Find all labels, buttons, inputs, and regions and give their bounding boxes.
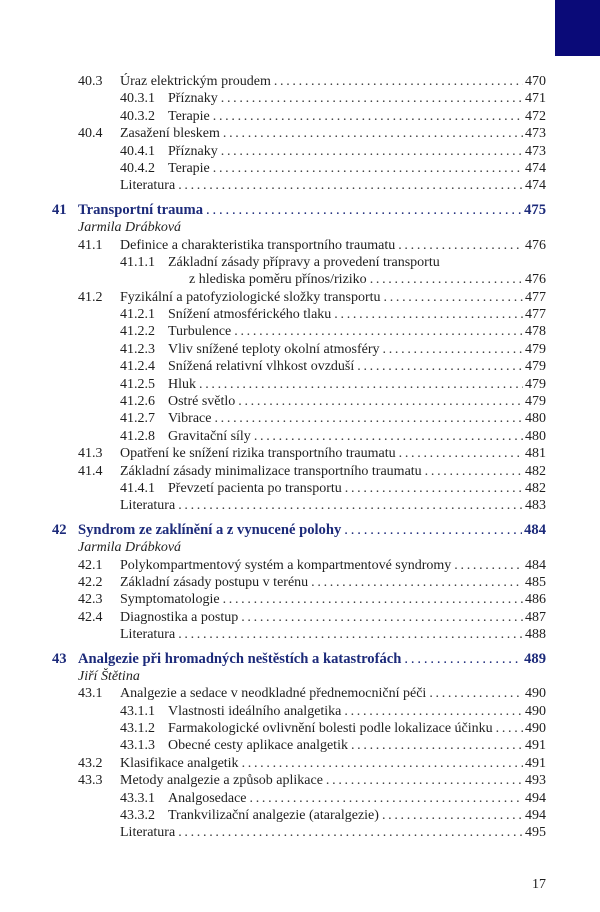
dot-leader xyxy=(344,522,522,539)
toc-entry-literature[interactable] xyxy=(0,497,600,514)
page-ref: 473 xyxy=(525,126,546,142)
page-ref: 483 xyxy=(525,498,546,514)
section-title: Trankvilizační analgezie (ataralgezie) xyxy=(168,808,379,824)
section-number: 41.4 xyxy=(78,463,103,479)
section-title: Farmakologické ovlivnění bolesti podle lokalizace účinku xyxy=(168,721,493,737)
toc-entry[interactable] xyxy=(0,289,600,306)
toc-entry[interactable] xyxy=(0,393,600,410)
page-ref: 479 xyxy=(525,341,546,357)
page-ref: 475 xyxy=(524,201,546,218)
table-of-contents xyxy=(0,73,600,842)
toc-entry[interactable] xyxy=(0,480,600,497)
dot-leader xyxy=(178,824,523,841)
section-title: Ostré světlo xyxy=(168,394,236,410)
toc-entry[interactable] xyxy=(0,790,600,807)
toc-entry[interactable] xyxy=(0,376,600,393)
dot-leader xyxy=(345,480,523,497)
toc-entry[interactable] xyxy=(0,160,600,177)
section-title: Vliv snížené teploty okolní atmosféry xyxy=(168,341,380,357)
chapter-number: 42 xyxy=(52,521,67,538)
chapter-title: Transportní trauma xyxy=(78,201,203,218)
dot-leader xyxy=(199,376,523,393)
chapter-author xyxy=(0,539,600,556)
section-title: Základní zásady přípravy a provedení transportu xyxy=(168,254,440,270)
page-ref: 479 xyxy=(525,394,546,410)
dot-leader xyxy=(398,237,523,254)
section-number: 40.4 xyxy=(78,126,103,142)
page-ref: 490 xyxy=(525,721,546,737)
toc-chapter-heading[interactable] xyxy=(0,522,600,539)
page-ref: 481 xyxy=(525,446,546,462)
toc-entry[interactable] xyxy=(0,720,600,737)
page-ref: 477 xyxy=(525,289,546,305)
section-title: Hluk xyxy=(168,376,196,392)
page-ref: 484 xyxy=(525,557,546,573)
section-number: 41.2.5 xyxy=(120,376,155,392)
toc-entry[interactable] xyxy=(0,237,600,254)
section-number: 42.4 xyxy=(78,609,103,625)
toc-entry[interactable] xyxy=(0,410,600,427)
dot-leader xyxy=(178,177,523,194)
section-number: 41.2.3 xyxy=(120,341,155,357)
toc-entry[interactable] xyxy=(0,557,600,574)
section-number: 41.2.4 xyxy=(120,359,155,375)
dot-leader xyxy=(429,685,523,702)
page-ref: 482 xyxy=(525,480,546,496)
page-ref: 472 xyxy=(525,108,546,124)
toc-entry[interactable] xyxy=(0,108,600,125)
section-number: 42.3 xyxy=(78,592,103,608)
toc-entry[interactable] xyxy=(0,445,600,462)
dot-leader xyxy=(384,289,524,306)
chapter-title: Syndrom ze zaklínění a z vynucené polohy xyxy=(78,521,342,538)
section-number: 43.2 xyxy=(78,755,103,771)
page-ref: 479 xyxy=(525,376,546,392)
page-ref: 484 xyxy=(524,521,546,538)
dot-leader xyxy=(370,271,523,288)
section-number: 43.3 xyxy=(78,773,103,789)
toc-entry[interactable] xyxy=(0,143,600,160)
toc-chapter-heading[interactable] xyxy=(0,202,600,219)
section-number: 41.2.7 xyxy=(120,411,155,427)
author-name: Jarmila Drábková xyxy=(78,540,182,556)
dot-leader xyxy=(344,703,523,720)
dot-leader xyxy=(234,323,523,340)
dot-leader xyxy=(238,393,523,410)
section-title: Fyzikální a patofyziologické složky transportu xyxy=(120,289,381,305)
page-ref: 476 xyxy=(525,272,546,288)
section-number: 43.3.1 xyxy=(120,790,155,806)
dot-leader xyxy=(178,497,523,514)
page-ref: 482 xyxy=(525,463,546,479)
toc-entry[interactable] xyxy=(0,306,600,323)
section-title: Literatura xyxy=(120,498,176,514)
toc-entry[interactable] xyxy=(0,737,600,754)
toc-entry-literature[interactable] xyxy=(0,824,600,841)
page-ref: 491 xyxy=(525,755,546,771)
page-ref: 490 xyxy=(525,686,546,702)
section-number: 42.2 xyxy=(78,574,103,590)
section-number: 40.4.1 xyxy=(120,143,155,159)
dot-leader xyxy=(178,626,523,643)
section-title: Analgosedace xyxy=(168,790,247,806)
section-title: Analgezie a sedace v neodkladné přednemocniční péči xyxy=(120,686,427,702)
section-title: Terapie xyxy=(168,160,210,176)
section-number: 42.1 xyxy=(78,557,103,573)
dot-leader xyxy=(250,790,523,807)
section-title: Literatura xyxy=(120,825,176,841)
dot-leader xyxy=(425,463,523,480)
dot-leader xyxy=(221,143,523,160)
page-ref: 485 xyxy=(525,574,546,590)
toc-entry[interactable] xyxy=(0,591,600,608)
section-title: Metody analgezie a způsob aplikace xyxy=(120,773,323,789)
section-title: Symptomatologie xyxy=(120,592,220,608)
section-title: Klasifikace analgetik xyxy=(120,755,239,771)
section-title: Opatření ke snížení rizika transportního traumatu xyxy=(120,446,396,462)
dot-leader xyxy=(274,73,523,90)
section-number: 43.1.2 xyxy=(120,721,155,737)
page-ref: 494 xyxy=(525,790,546,806)
dot-leader xyxy=(213,160,523,177)
section-title: Obecné cesty aplikace analgetik xyxy=(168,738,348,754)
section-title: Příznaky xyxy=(168,91,218,107)
section-title: Literatura xyxy=(120,627,176,643)
section-title: Polykompartmentový systém a kompartmentové syndromy xyxy=(120,557,452,573)
section-title: Snížení atmosférického tlaku xyxy=(168,307,332,323)
section-number: 41.2.8 xyxy=(120,428,155,444)
chapter-author xyxy=(0,668,600,685)
toc-entry[interactable] xyxy=(0,772,600,789)
section-title: Gravitační síly xyxy=(168,428,251,444)
page-ref: 487 xyxy=(525,609,546,625)
dot-leader xyxy=(357,358,523,375)
section-number: 40.3.1 xyxy=(120,91,155,107)
dot-leader xyxy=(351,737,523,754)
dot-leader xyxy=(206,202,522,219)
section-title-continued: z hlediska poměru přínos/riziko xyxy=(189,272,367,288)
dot-leader xyxy=(334,306,523,323)
section-number: 41.4.1 xyxy=(120,480,155,496)
dot-leader xyxy=(311,574,523,591)
dot-leader xyxy=(223,125,523,142)
section-number: 41.3 xyxy=(78,446,103,462)
section-number: 41.2.6 xyxy=(120,394,155,410)
toc-entry[interactable] xyxy=(0,703,600,720)
section-number: 41.2 xyxy=(78,289,103,305)
page-ref: 473 xyxy=(525,143,546,159)
toc-entry[interactable] xyxy=(0,341,600,358)
dot-leader xyxy=(223,591,523,608)
toc-entry[interactable] xyxy=(0,463,600,480)
dot-leader xyxy=(241,609,523,626)
dot-leader xyxy=(213,108,523,125)
toc-chapter-heading[interactable] xyxy=(0,651,600,668)
section-title: Literatura xyxy=(120,178,176,194)
section-title: Snížená relativní vlhkost ovzduší xyxy=(168,359,355,375)
section-title: Diagnostika a postup xyxy=(120,609,239,625)
page-ref: 495 xyxy=(525,825,546,841)
dot-leader xyxy=(382,807,523,824)
toc-entry[interactable] xyxy=(0,428,600,445)
page-ref: 480 xyxy=(525,428,546,444)
toc-entry[interactable] xyxy=(0,755,600,772)
toc-entry[interactable] xyxy=(0,574,600,591)
page-ref: 480 xyxy=(525,411,546,427)
dot-leader xyxy=(454,557,523,574)
toc-entry-continuation[interactable] xyxy=(0,271,600,288)
chapter-number: 41 xyxy=(52,201,67,218)
page-ref: 479 xyxy=(525,359,546,375)
dot-leader xyxy=(242,755,523,772)
section-title: Turbulence xyxy=(168,324,232,340)
toc-entry[interactable] xyxy=(0,90,600,107)
page-ref: 471 xyxy=(525,91,546,107)
section-title: Definice a charakteristika transportního traumatu xyxy=(120,237,396,253)
toc-entry[interactable] xyxy=(0,358,600,375)
chapter-number: 43 xyxy=(52,650,67,667)
section-title: Vibrace xyxy=(168,411,212,427)
section-number: 41.1.1 xyxy=(120,254,155,270)
page-ref: 489 xyxy=(524,650,546,667)
section-number: 43.1.1 xyxy=(120,703,155,719)
chapter-author xyxy=(0,219,600,236)
section-number: 41.2.1 xyxy=(120,307,155,323)
section-title: Terapie xyxy=(168,108,210,124)
dot-leader xyxy=(221,90,523,107)
page-ref: 493 xyxy=(525,773,546,789)
dot-leader xyxy=(326,772,523,789)
dot-leader xyxy=(404,651,522,668)
section-number: 40.3 xyxy=(78,74,103,89)
page-number: 17 xyxy=(532,877,546,892)
section-title: Vlastnosti ideálního analgetika xyxy=(168,703,342,719)
toc-entry[interactable] xyxy=(0,323,600,340)
section-number: 40.3.2 xyxy=(120,108,155,124)
author-name: Jiří Štětina xyxy=(78,668,140,684)
section-number: 43.1.3 xyxy=(120,738,155,754)
page-ref: 491 xyxy=(525,738,546,754)
dot-leader xyxy=(399,445,523,462)
section-title: Zasažení bleskem xyxy=(120,126,220,142)
section-title: Základní zásady postupu v terénu xyxy=(120,574,309,590)
toc-entry[interactable] xyxy=(0,125,600,142)
section-title: Úraz elektrickým proudem xyxy=(120,74,271,89)
section-title: Základní zásady minimalizace transportního traumatu xyxy=(120,463,422,479)
section-number: 43.3.2 xyxy=(120,808,155,824)
page-ref: 490 xyxy=(525,703,546,719)
page-ref: 474 xyxy=(525,160,546,176)
dot-leader xyxy=(496,720,523,737)
toc-entry-literature[interactable] xyxy=(0,626,600,643)
section-number: 43.1 xyxy=(78,686,103,702)
page-ref: 494 xyxy=(525,808,546,824)
page-ref: 478 xyxy=(525,324,546,340)
toc-entry[interactable] xyxy=(0,609,600,626)
dot-leader xyxy=(383,341,523,358)
toc-entry[interactable] xyxy=(0,254,600,271)
section-number: 41.1 xyxy=(78,237,103,253)
toc-entry[interactable] xyxy=(0,685,600,702)
page-ref: 470 xyxy=(525,74,546,89)
dot-leader xyxy=(254,428,523,445)
chapter-title: Analgezie při hromadných neštěstích a katastrofách xyxy=(78,650,402,667)
page-ref: 486 xyxy=(525,592,546,608)
author-name: Jarmila Drábková xyxy=(78,220,182,236)
page-ref: 474 xyxy=(525,178,546,194)
page-ref: 476 xyxy=(525,237,546,253)
toc-entry[interactable] xyxy=(0,73,600,90)
chapter-thumb-tab xyxy=(555,0,600,56)
toc-entry[interactable] xyxy=(0,807,600,824)
section-number: 41.2.2 xyxy=(120,324,155,340)
page-ref: 488 xyxy=(525,627,546,643)
section-title: Převzetí pacienta po transportu xyxy=(168,480,342,496)
section-number: 40.4.2 xyxy=(120,160,155,176)
page-ref: 477 xyxy=(525,307,546,323)
section-title: Příznaky xyxy=(168,143,218,159)
toc-entry-literature[interactable] xyxy=(0,177,600,194)
dot-leader xyxy=(214,410,523,427)
